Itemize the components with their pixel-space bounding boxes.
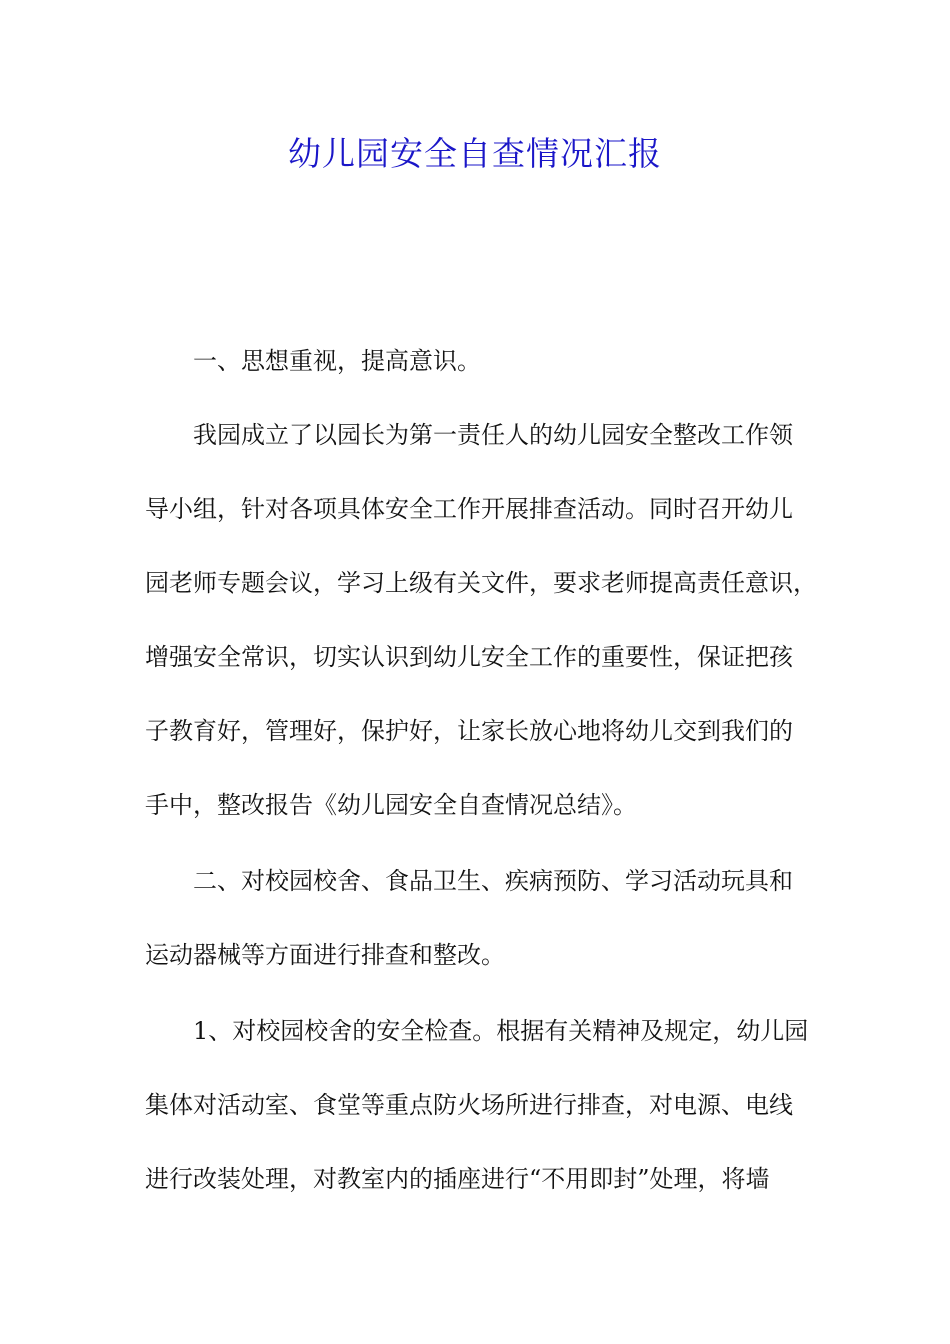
section-heading-1: 一、思想重视，提高意识。 [193, 347, 481, 375]
paragraph-line: 子教育好，管理好，保护好，让家长放心地将幼儿交到我们的 [145, 717, 793, 745]
paragraph-line: 集体对活动室、食堂等重点防火场所进行排查，对电源、电线 [145, 1091, 793, 1119]
paragraph-line: 导小组，针对各项具体安全工作开展排查活动。同时召开幼儿 [145, 495, 793, 523]
paragraph-line: 运动器械等方面进行排查和整改。 [145, 941, 505, 969]
paragraph-line: 1、对校园校舍的安全检查。根据有关精神及规定，幼儿园 [193, 1017, 809, 1045]
paragraph-line: 我园成立了以园长为第一责任人的幼儿园安全整改工作领 [193, 421, 793, 449]
paragraph-line: 增强安全常识，切实认识到幼儿安全工作的重要性，保证把孩 [145, 643, 793, 671]
paragraph-line: 进行改装处理，对教室内的插座进行“不用即封”处理，将墙 [145, 1165, 770, 1193]
paragraph-line: 园老师专题会议，学习上级有关文件，要求老师提高责任意识， [145, 569, 817, 597]
document-title: 幼儿园安全自查情况汇报 [288, 134, 662, 173]
paragraph-line: 手中，整改报告《幼儿园安全自查情况总结》。 [145, 791, 637, 819]
section-heading-2: 二、对校园校舍、食品卫生、疾病预防、学习活动玩具和 [193, 867, 793, 895]
